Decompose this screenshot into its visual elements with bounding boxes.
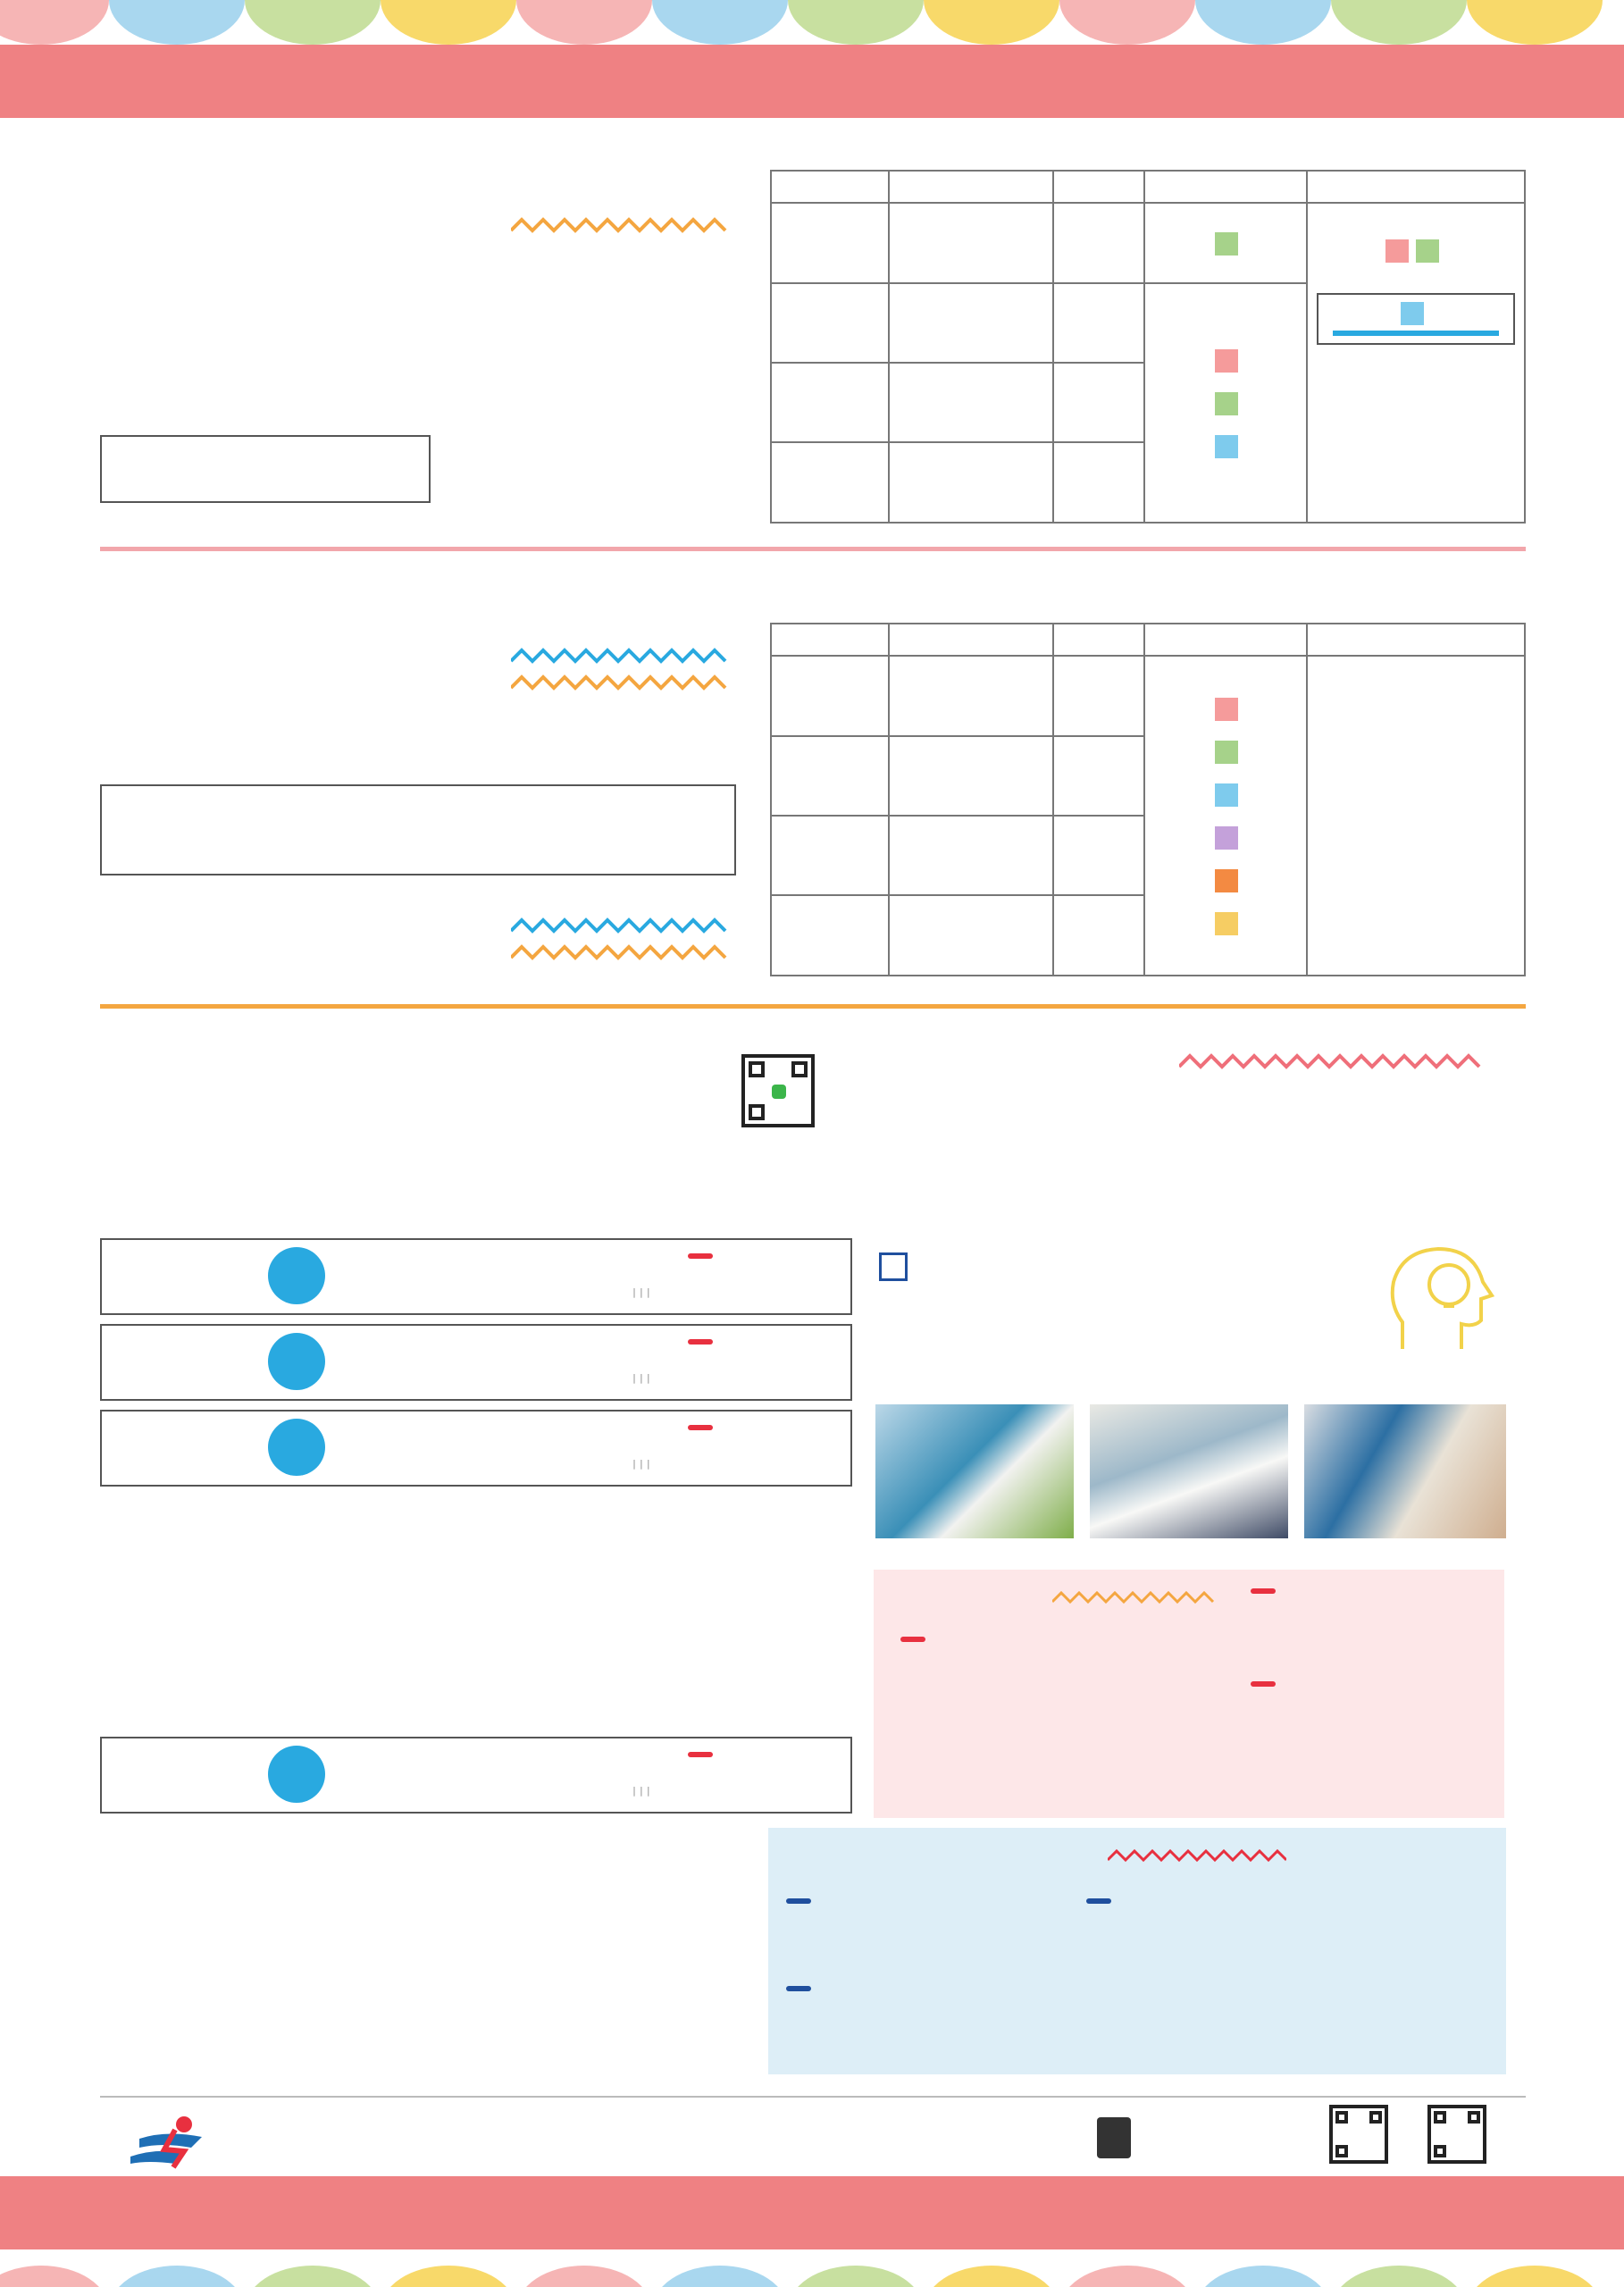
divider-1 (100, 547, 1526, 551)
skating-zigzag (511, 214, 734, 236)
swim-zigzag-2 (511, 915, 734, 968)
footer-divider (100, 2096, 1526, 2098)
skating-table (770, 170, 1526, 524)
session-number-badge (268, 1247, 325, 1304)
photo-kids-lab (1090, 1404, 1288, 1538)
more-zigzag (1179, 1051, 1492, 1072)
bottom-wave (0, 2249, 1624, 2287)
coop-line (874, 1244, 913, 1281)
sports-center-logo-icon (121, 2112, 220, 2169)
brand-logo-icon (879, 1252, 908, 1281)
session-number-badge (268, 1746, 325, 1803)
fb-qr-code[interactable] (1329, 2105, 1388, 2164)
lightbulb-head-icon (1385, 1242, 1510, 1358)
session-box: | | | (100, 1324, 852, 1401)
session-number-badge (268, 1333, 325, 1390)
bottom-band (0, 2176, 1624, 2249)
footer-hours-label (1097, 2117, 1131, 2158)
swim-promo-box (100, 784, 736, 875)
swim-table (770, 623, 1526, 976)
session-number-badge (268, 1419, 325, 1476)
swim-zigzag (511, 645, 734, 699)
top-wave (0, 0, 1624, 45)
offer-box (874, 1570, 1504, 1818)
line-qr-code[interactable] (741, 1054, 815, 1127)
divider-2 (100, 1004, 1526, 1009)
photo-kid-globe (1304, 1404, 1506, 1538)
session-box: | | | (100, 1410, 852, 1487)
top-band (0, 45, 1624, 118)
web-qr-code[interactable] (1427, 2105, 1486, 2164)
session-box: | | | (100, 1238, 852, 1315)
skating-target (100, 435, 431, 503)
sports-offer-box (768, 1828, 1506, 2074)
session-box: | | | (100, 1737, 852, 1814)
photo-kids-experiment (875, 1404, 1074, 1538)
